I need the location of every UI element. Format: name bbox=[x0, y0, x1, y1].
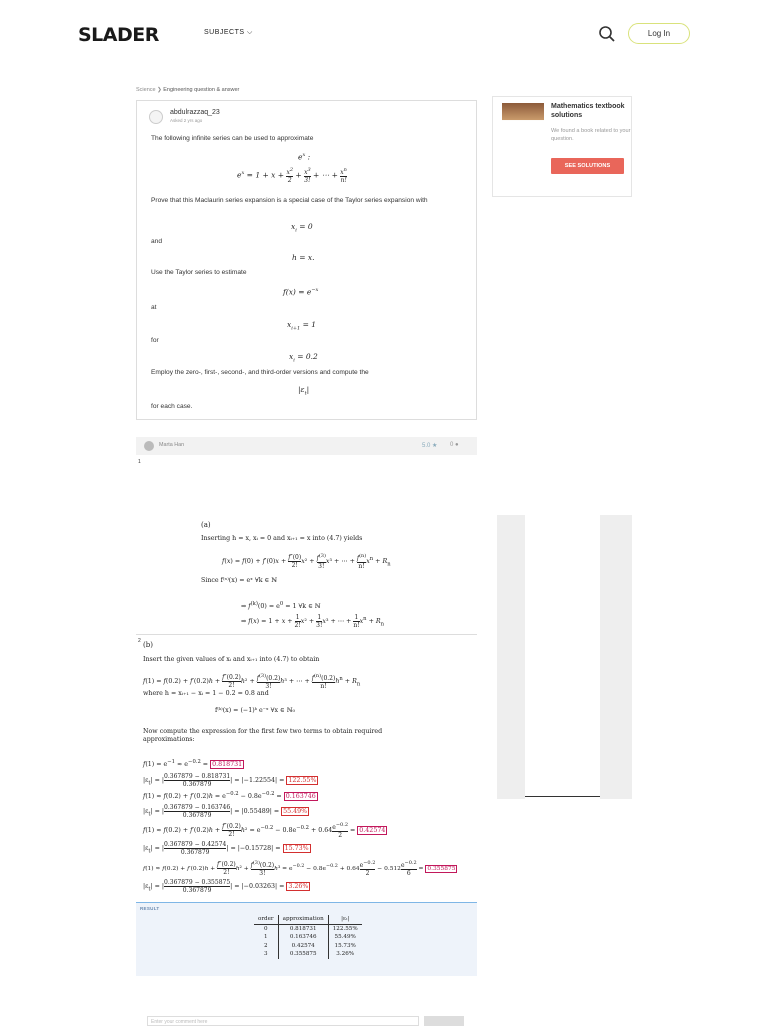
approx-value: 0.818731 bbox=[212, 761, 243, 769]
step-number: 2 bbox=[138, 638, 141, 644]
math-xi1: $x_{i+1} = 1$ bbox=[287, 320, 317, 332]
table-row bbox=[254, 950, 362, 959]
error-value: 15.73% bbox=[284, 845, 309, 852]
table-row bbox=[254, 924, 362, 933]
math-taylor: f(x) = f(0) + f′(0)x + $\frac{f''(0)}{2!}$ x² + $\frac{f^{(3)}}{3!}$ x³ + ⋯ + $\frac{f^{(n)}}{n!}$ $x^n + R_n$ bbox=[222, 553, 391, 570]
ad-placeholder bbox=[600, 515, 632, 799]
rating[interactable] bbox=[422, 442, 437, 449]
cell: 15.73% bbox=[328, 942, 361, 951]
approx-1: $f(1) \approx f(0.2) + f'(0.2)h = e^{-0.2} - 0.8e^{-0.2} = 0.163746$ bbox=[143, 791, 316, 801]
math-xi: $x_i = 0$ bbox=[291, 222, 313, 234]
column-header: order bbox=[254, 915, 278, 924]
question-text: and bbox=[151, 238, 163, 245]
solution-text: Insert the given values of xᵢ and xᵢ₊₁ into (4.7) to obtain bbox=[143, 656, 320, 663]
cell: 0.163746 bbox=[278, 933, 328, 942]
ad-subtitle: We found a book related to your question. bbox=[551, 128, 631, 142]
question-text: for each case. bbox=[151, 403, 193, 410]
login-button[interactable]: Log In bbox=[628, 23, 690, 44]
result-box bbox=[136, 902, 477, 976]
column-header: |εₜ| bbox=[328, 915, 361, 924]
math-series-a: ⇒ f(x) = 1 + x + $\frac{1}{2!}$ x² + $\frac{1}{3!}$ x³ + ⋯ + $\frac{1}{n!}$ $x^n + R_n$ bbox=[241, 614, 384, 629]
book-cover[interactable] bbox=[502, 103, 544, 151]
cell: 3 bbox=[264, 951, 268, 957]
step-number: 1 bbox=[138, 459, 141, 465]
comment-count: 0 bbox=[450, 442, 454, 448]
math-deriv: ⇒ $f^{(k)}(0) = e^0 = 1$ ∀k ∈ ℕ bbox=[241, 601, 321, 611]
solution-text: where h = xᵢ₊₁ − xᵢ = 1 − 0.2 = 0.8 and bbox=[143, 690, 269, 697]
cell: 3.26% bbox=[328, 950, 361, 959]
solution-text: Inserting h = x, xᵢ = 0 and xᵢ₊₁ = x into (4.7) yields bbox=[201, 535, 363, 542]
result-table bbox=[254, 915, 362, 959]
subjects-menu[interactable] bbox=[204, 29, 253, 37]
error-value: 3.26% bbox=[288, 883, 309, 890]
approx-0: $f(1) = e^{-1} \approx e^{-0.2} = 0.818731$ bbox=[143, 759, 243, 769]
table-row bbox=[254, 933, 362, 942]
cell: 0.355875 bbox=[278, 950, 328, 959]
divider bbox=[136, 634, 477, 635]
question-text: The following infinite series can be used to approximate bbox=[151, 135, 314, 142]
approx-2: f(1) ≈ f(0.2) + f′(0.2)h + $\frac{f''(0.2)}{2!}$ $h^2 = e^{-0.2} - 0.8e^{-0.2} + 0.64$ $\frac{e^{-0.2}}{2}$ = 0.42574 bbox=[143, 822, 386, 839]
math-taylor-b: f(1) = f(0.2) + f′(0.2)h + $\frac{f''(0.2)}{2!}$ h² + $\frac{f^{(3)}(0.2)}{3!}$ h³ + ⋯ + $\frac{f^{(n)}(0.2)}{n!}$ $h^n + R_n$ bbox=[143, 673, 361, 690]
error-3: $|\varepsilon_t|$ = | $\frac{0.367879 - 0.355875}{0.367879}$ | = |−0.03263| = 3.26% bbox=[143, 879, 309, 894]
question-author[interactable]: abdulrazzaq_23 bbox=[170, 109, 220, 116]
avatar[interactable] bbox=[149, 110, 163, 124]
cell: 0 bbox=[264, 925, 268, 932]
question-card bbox=[136, 100, 477, 420]
breadcrumb-root[interactable]: Science bbox=[136, 87, 156, 93]
cell: 55.49% bbox=[328, 933, 361, 942]
cell: 1 bbox=[264, 934, 268, 940]
question-text: Employ the zero-, first-, second-, and third-order versions and compute the bbox=[151, 369, 369, 376]
part-b-label: (b) bbox=[143, 641, 153, 649]
see-solutions-button[interactable]: SEE SOLUTIONS bbox=[551, 158, 624, 174]
ad-title: Mathematics textbook solutions bbox=[551, 103, 625, 119]
chevron-down-icon: ⌵ bbox=[247, 29, 253, 36]
error-value: 122.55% bbox=[288, 777, 317, 784]
star-icon: ★ bbox=[432, 443, 438, 449]
comment-input[interactable]: Enter your comment here bbox=[147, 1016, 419, 1026]
error-value: 55.49% bbox=[283, 808, 308, 815]
solution-text: f⁽ᵏ⁾(x) = (−1)ᵏ e⁻ˣ ∀x ∈ ℕ₀ bbox=[215, 707, 295, 714]
approx-value: 0.163746 bbox=[285, 793, 316, 801]
breadcrumb: Science ❯ Engineering question & answer bbox=[136, 87, 240, 93]
question-text: Prove that this Maclaurin series expansion is a special case of the Taylor series expansion with bbox=[151, 197, 428, 204]
result-label: RESULT bbox=[140, 906, 160, 911]
error-2: $|\varepsilon_t|$ = | $\frac{0.367879 - 0.42574}{0.367879}$ | = |−0.15728| = 15.73% bbox=[143, 841, 309, 856]
search-icon[interactable] bbox=[598, 25, 616, 43]
textbook-ad bbox=[492, 96, 632, 197]
math-series: $e^x = 1 + x$ + $\frac{x^2}{2}$ + $\frac{x^3}{3!}$ + ⋯ + $\frac{x^n}{n!}$ bbox=[237, 167, 347, 184]
math-fx: $f(x) = e^{-x}$ bbox=[283, 287, 319, 297]
approx-value: 0.42574 bbox=[359, 827, 386, 834]
cell: 0.42574 bbox=[278, 942, 328, 951]
breadcrumb-current: Engineering question & answer bbox=[163, 87, 240, 93]
part-a-label: (a) bbox=[201, 521, 211, 529]
question-date: Asked 2 yrs ago bbox=[170, 118, 203, 123]
table-row bbox=[254, 942, 362, 951]
math-xi02: $x_i = 0.2$ bbox=[289, 352, 318, 364]
slader-logo[interactable]: SLADER bbox=[78, 24, 159, 46]
comments[interactable] bbox=[450, 442, 459, 448]
error-1: $|\varepsilon_t|$ = | $\frac{0.367879 - 0.163746}{0.367879}$ | = |0.55489| = 55.49% bbox=[143, 804, 308, 819]
rating-value: 5.0 bbox=[422, 443, 431, 449]
question-text: for bbox=[151, 337, 159, 344]
cell: 122.55% bbox=[328, 924, 361, 933]
question-text: at bbox=[151, 304, 157, 311]
answer-author[interactable]: Marta Han bbox=[159, 442, 185, 448]
cell: 2 bbox=[264, 942, 268, 949]
cell: 0.818731 bbox=[278, 924, 328, 933]
math-et: $|\varepsilon_t|$ bbox=[298, 385, 310, 397]
post-comment-button[interactable] bbox=[424, 1016, 464, 1026]
answer-header bbox=[136, 437, 477, 455]
approx-value: 0.355875 bbox=[427, 866, 456, 872]
approx-3: f(1) ≈ f(0.2) + f′(0.2)h + $\frac{f''(0.2)}{2!}$ h² + $\frac{f^{(3)}(0.2)}{3!}$ $h^3 = e^{-0.2} - 0.8e^{-0.2} + 0.64$ $\frac{e^{-0.2}}{2}$ − 0.512 $\frac{e^{-0.2}}{6}$ = 0.355875 bbox=[143, 860, 456, 877]
solution-text: Since f⁽ⁿ⁾(x) = eˣ ∀k ∈ ℕ bbox=[201, 577, 277, 584]
column-header: approximation bbox=[278, 915, 328, 924]
avatar[interactable] bbox=[144, 441, 154, 451]
question-text: Use the Taylor series to estimate bbox=[151, 269, 247, 276]
subjects-label: SUBJECTS bbox=[204, 29, 245, 36]
solution-text: Now compute the expression for the first few two terms to obtain required approximations: bbox=[143, 728, 383, 743]
table-header bbox=[254, 915, 362, 924]
math-h: h = x. bbox=[292, 253, 315, 262]
ad-placeholder bbox=[497, 515, 525, 799]
divider bbox=[525, 796, 600, 797]
error-0: $|\varepsilon_t|$ = | $\frac{0.367879 - 0.818731}{0.367879}$ | = |−1.22554| = 122.55% bbox=[143, 773, 317, 788]
comment-icon: ● bbox=[455, 442, 459, 448]
math-ex: $e^x$ : bbox=[298, 152, 311, 162]
